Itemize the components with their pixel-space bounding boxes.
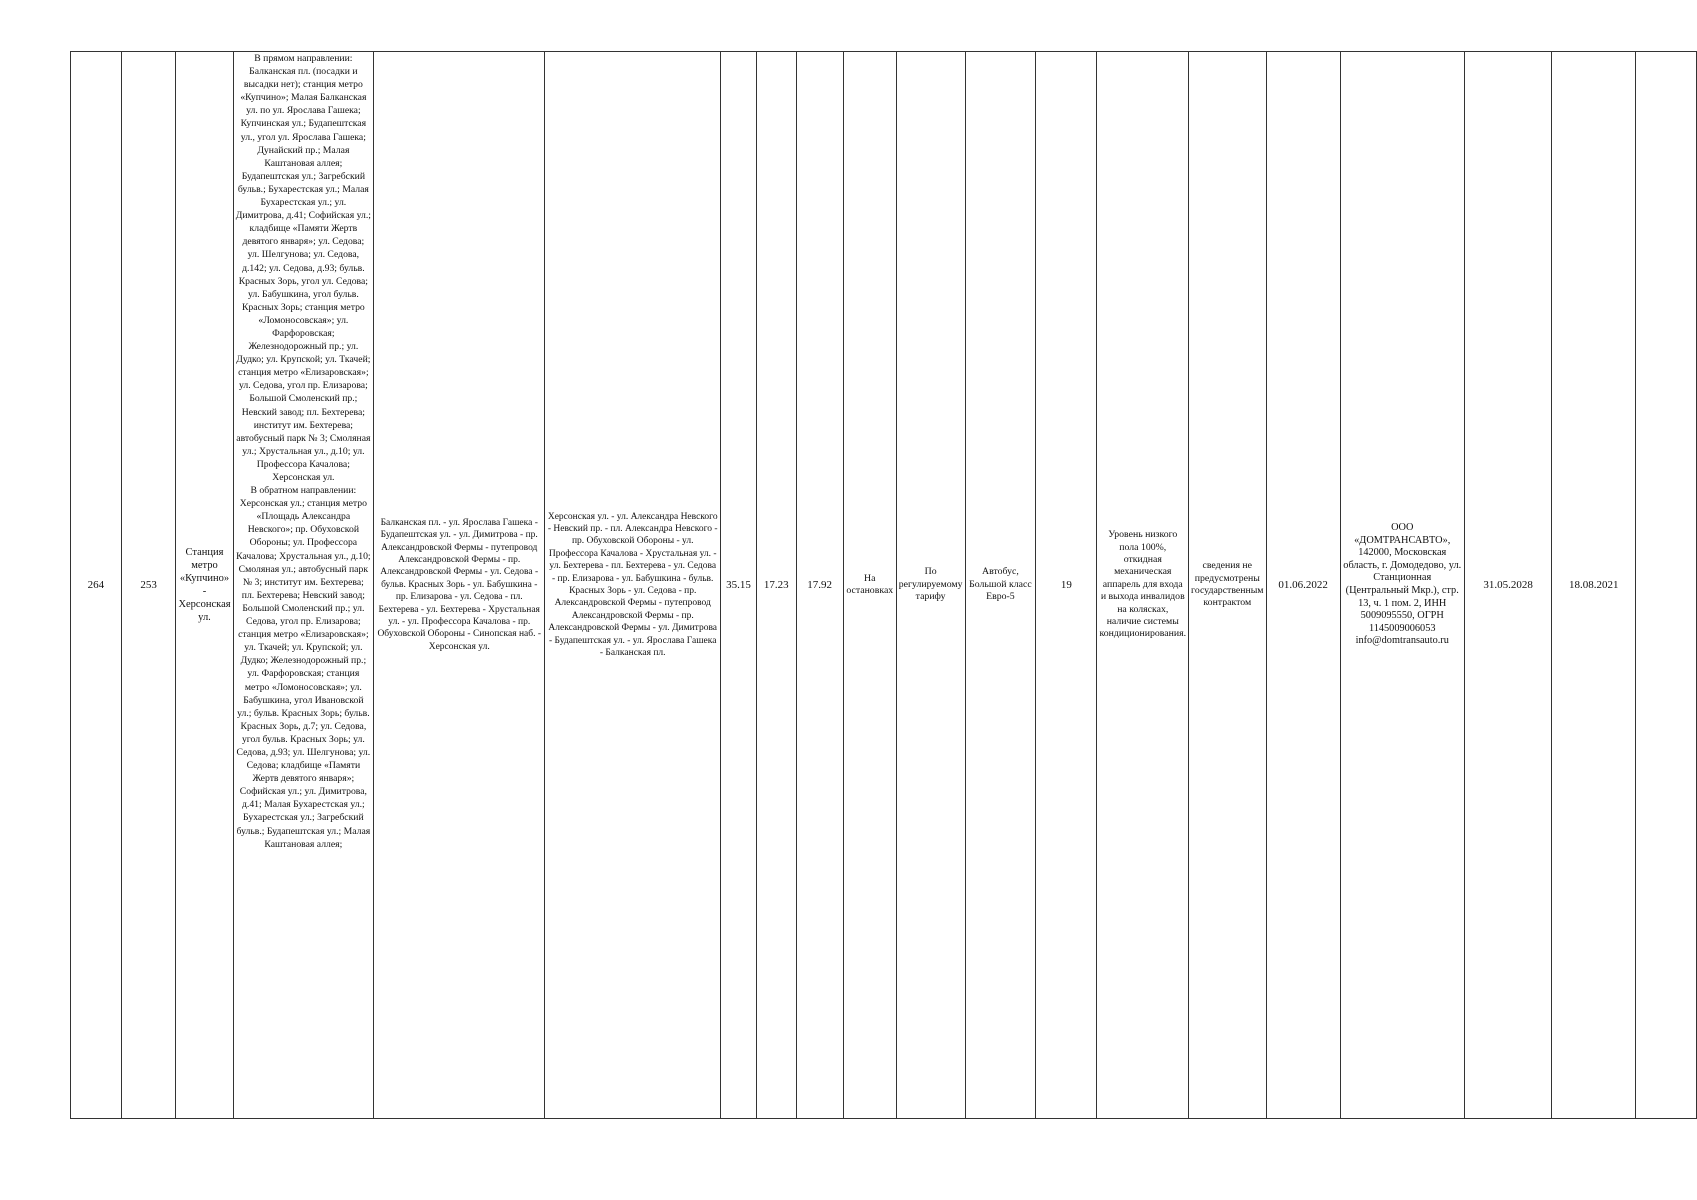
route-registry-table	[70, 51, 1697, 1119]
contract-info-cell: сведения не предусмотрены государственным контрактом	[1189, 52, 1266, 1119]
route-name-cell: Станция метро «Купчино» - Херсонская ул.	[176, 52, 233, 1119]
vehicle-count-cell: 19	[1036, 52, 1097, 1119]
stops-forward-list: Балканская пл. (посадки и высадки нет); станция метро «Купчино»; Малая Балканская ул. по ул. Ярослава Гашека; Купчинская ул.; Будапештская ул., угол ул. Ярослава Гашека; Дунайский пр.; Малая Каштановая аллея; Будапештская ул.; Загребский бульв.; Бухарестская ул.; Малая Бухарестская ул.; ул. Димитрова, д.41; Софийская ул.; кладбище «Памяти Жертв девятого января»; ул. Седова; ул. Шелгунова; ул. Седова, д.142; ул. Седова, д.93; бульв. Красных Зорь, угол ул. Седова; ул. Бабушкина, угол бульв. Красных Зорь; станция метро «Ломоносовская»; ул. Фарфоровская; Железнодорожный пр.; ул. Дудко; ул. Крупской; ул. Ткачей; станция метро «Елизаровская»; ул. Седова, угол пр. Елизарова; Большой Смоленский пр.; Невский завод; пл. Бехтерева; институт им. Бехтерева; автобусный парк № 3; Смоляная ул.; Хрустальная ул., д.10; ул. Профессора Качалова; Херсонская ул.	[235, 66, 371, 483]
reg-number-cell: 264	[71, 52, 122, 1119]
stops-backward-title: В обратном направлении:	[250, 485, 357, 497]
stops-cell	[233, 52, 374, 1119]
stops-backward-list: Херсонская ул.; станция метро «Площадь Александра Невского»; пр. Обуховской Обороны; ул. Профессора Качалова; Хрустальная ул., д.10; Смоляная ул.; автобусный парк № 3; институт им. Бехтерева; пл. Бехтерева; Невский завод; Большой Смоленский пр.; ул. Седова, угол пр. Елизарова; станция метро «Елизаровская»; ул. Ткачей; ул. Крупской; ул. Дудко; Железнодорожный пр.; ул. Фарфоровская; станция метро «Ломоносовская»; ул. Бабушкина, угол Ивановской ул.; бульв. Красных Зорь; бульв. Красных Зорь, д.7; ул. Седова, угол бульв. Красных Зорь; ул. Седова, д.93; ул. Шелгунова; ул. Седова; кладбище «Памяти Жертв девятого января»; Софийская ул.; ул. Димитрова, д.41; Малая Бухарестская ул.; Бухарестская ул.; Загребский бульв.; Будапештская ул.; Малая Каштановая аллея;	[236, 498, 371, 850]
tariff-cell: По регулируемому тарифу	[896, 52, 965, 1119]
streets-backward-cell: Херсонская ул. - ул. Александра Невского - Невский пр. - пл. Александра Невского - пр. Обуховской Обороны - ул. Профессора Качалова - Хрустальная ул. - ул. Бехтерева - пл. Бехтерева - ул. Седова - пр. Елизарова - ул. Бабушкина - бульв. Красных Зорь - ул. Седова - пр. Александровской Фермы - путепровод Александровской Фермы - пр. Александровской Фермы - ул. Димитрова - Будапештская ул. - ул. Ярослава Гашека - Балканская пл.	[545, 52, 721, 1119]
characteristics-cell: Уровень низкого пола 100%, откидная механическая аппарель для входа и выхода инвалидов на колясках, наличие системы кондиционирования.	[1097, 52, 1189, 1119]
table-row	[71, 52, 1697, 1119]
route-number-cell: 253	[121, 52, 176, 1119]
note-cell	[1636, 52, 1697, 1119]
stops-forward-title: В прямом направлении:	[254, 53, 353, 64]
start-date-cell: 01.06.2022	[1266, 52, 1340, 1119]
vehicle-cell: Автобус, Большой класс Евро-5	[965, 52, 1036, 1119]
length-backward-cell: 17.23	[756, 52, 796, 1119]
length-forward-cell: 35.15	[721, 52, 757, 1119]
record-date-cell: 18.08.2021	[1552, 52, 1636, 1119]
streets-forward-cell: Балканская пл. - ул. Ярослава Гашека - Будапештская ул. - ул. Димитрова - пр. Александровской Фермы - путепровод Александровской Фермы - пр. Александровской Фермы - ул. Седова - бульв. Красных Зорь - ул. Бабушкина - пр. Елизарова - ул. Седова - пл. Бехтерева - ул. Бехтерева - Хрустальная ул. - ул. Профессора Качалова - пр. Обуховской Обороны - Синопская наб. - Херсонская ул.	[374, 52, 545, 1119]
length-value-cell: 17.92	[796, 52, 843, 1119]
carrier-cell: ООО «ДОМТРАНСАВТО», 142000, Московская область, г. Домодедово, ул. Станционная (Центральный Мкр.), стр. 13, ч. 1 пом. 2, ИНН 5009095550, ОГРН 1145009006053 info@domtransauto.ru	[1340, 52, 1464, 1119]
end-date-cell: 31.05.2028	[1464, 52, 1552, 1119]
boarding-order-cell: На остановках	[843, 52, 896, 1119]
